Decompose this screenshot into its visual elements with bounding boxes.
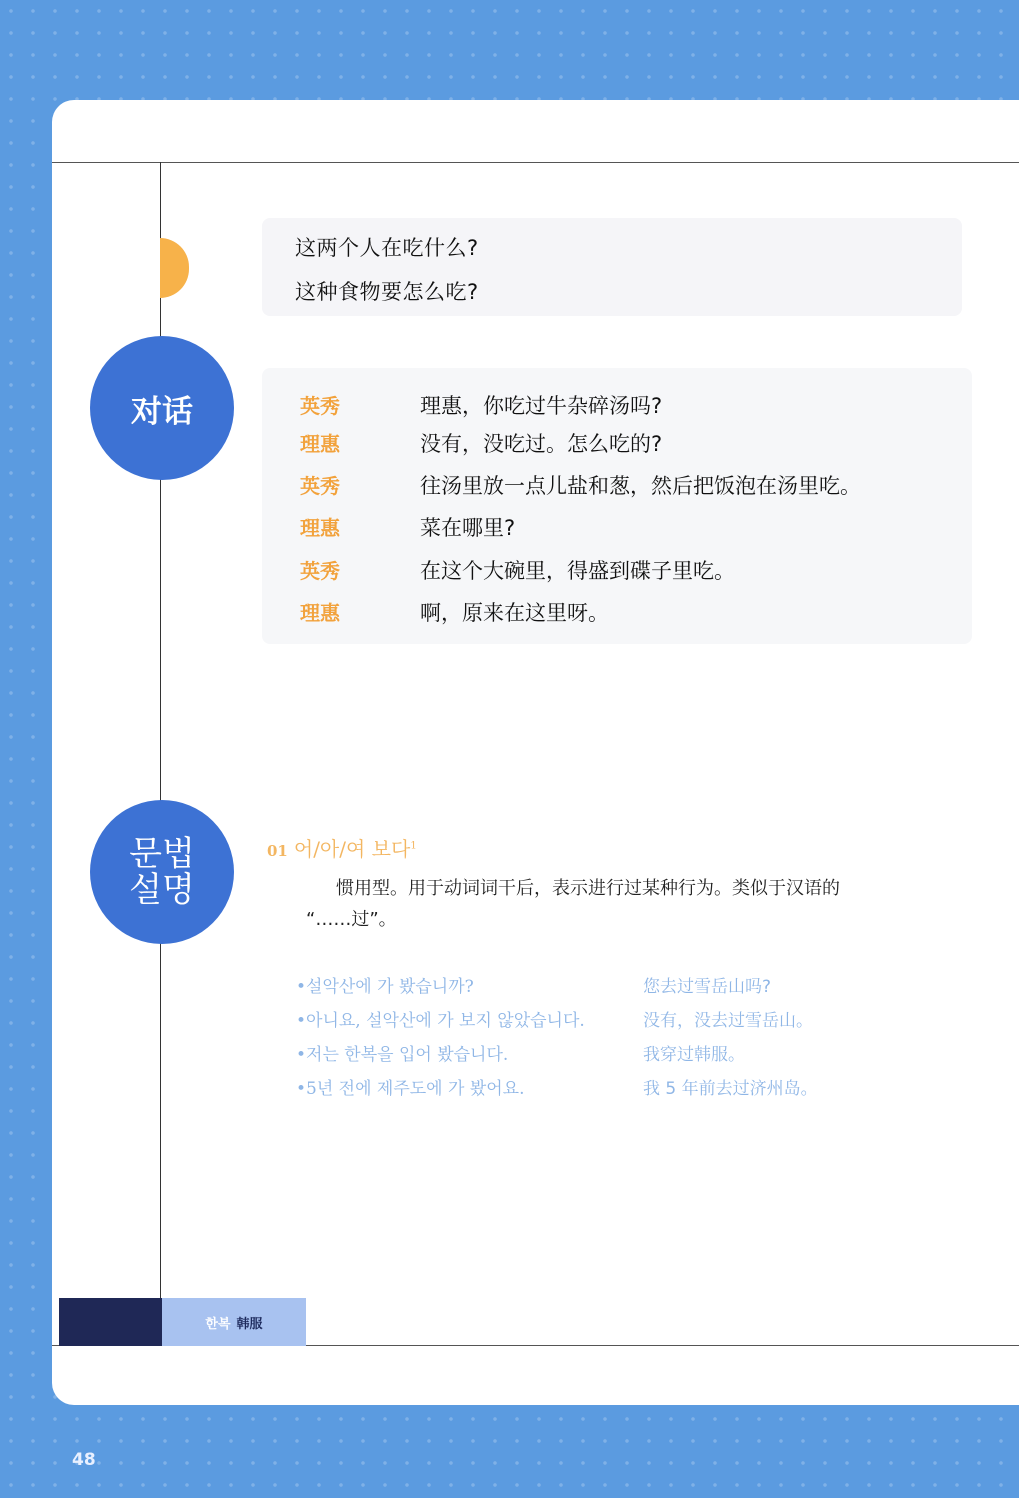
grammar-badge-line-1: 문법 [129, 834, 195, 874]
footer-chapter-tab [162, 1298, 306, 1346]
example-chinese: 您去过雪岳山吗? [643, 977, 772, 997]
speaker-name: 英秀 [300, 559, 340, 583]
question-1: 这两个人在吃什么? [295, 236, 479, 260]
example-chinese: 没有，没去过雪岳山。 [643, 1011, 813, 1031]
dialogue-section-badge: 对话 [90, 336, 234, 480]
speaker-name: 理惠 [300, 516, 340, 540]
example-korean: •저는 한복을 입어 봤습니다. [296, 1045, 509, 1065]
example-korean: •설악산에 가 봤습니까? [296, 977, 474, 997]
dialogue-line: 在这个大碗里，得盛到碟子里吃。 [420, 559, 735, 583]
question-2: 这种食物要怎么吃? [295, 280, 479, 304]
page-sheet [52, 100, 1019, 1405]
speaker-name: 英秀 [300, 394, 340, 418]
dialogue-line: 啊，原来在这里呀。 [420, 601, 609, 625]
grammar-description-cont: “……过”。 [306, 909, 397, 930]
vertical-rule [160, 162, 161, 1300]
grammar-badge-line-2: 설명 [129, 870, 195, 910]
dialogue-line: 往汤里放一点儿盐和葱，然后把饭泡在汤里吃。 [420, 474, 861, 498]
speaker-name: 理惠 [300, 601, 340, 625]
example-chinese: 我 5 年前去过济州岛。 [643, 1079, 818, 1099]
example-chinese: 我穿过韩服。 [643, 1045, 745, 1065]
grammar-number: 01 [267, 842, 288, 860]
dialogue-line: 理惠，你吃过牛杂碎汤吗? [420, 394, 663, 418]
dialogue-line: 菜在哪里? [420, 516, 516, 540]
footnote-mark: 1 [410, 840, 417, 852]
page-number: 48 [72, 1450, 96, 1470]
footer-chinese: 韩服 [236, 1316, 263, 1332]
dialogue-line: 没有，没吃过。怎么吃的? [420, 432, 663, 456]
speaker-name: 英秀 [300, 474, 340, 498]
example-korean: •5년 전에 제주도에 가 봤어요. [296, 1079, 525, 1099]
top-rule [52, 162, 1019, 163]
orange-half-circle [160, 238, 189, 298]
grammar-title [267, 833, 417, 862]
speaker-name: 理惠 [300, 432, 340, 456]
footer-dark-block [59, 1298, 162, 1346]
grammar-section-badge [90, 800, 234, 944]
footer-korean: 한복 [205, 1316, 231, 1332]
grammar-pattern: 어/아/여 보다 [293, 837, 411, 861]
example-korean: •아니요, 설악산에 가 보지 않았습니다. [296, 1011, 585, 1031]
grammar-description: 惯用型。用于动词词干后，表示进行过某种行为。类似于汉语的 [336, 878, 840, 899]
